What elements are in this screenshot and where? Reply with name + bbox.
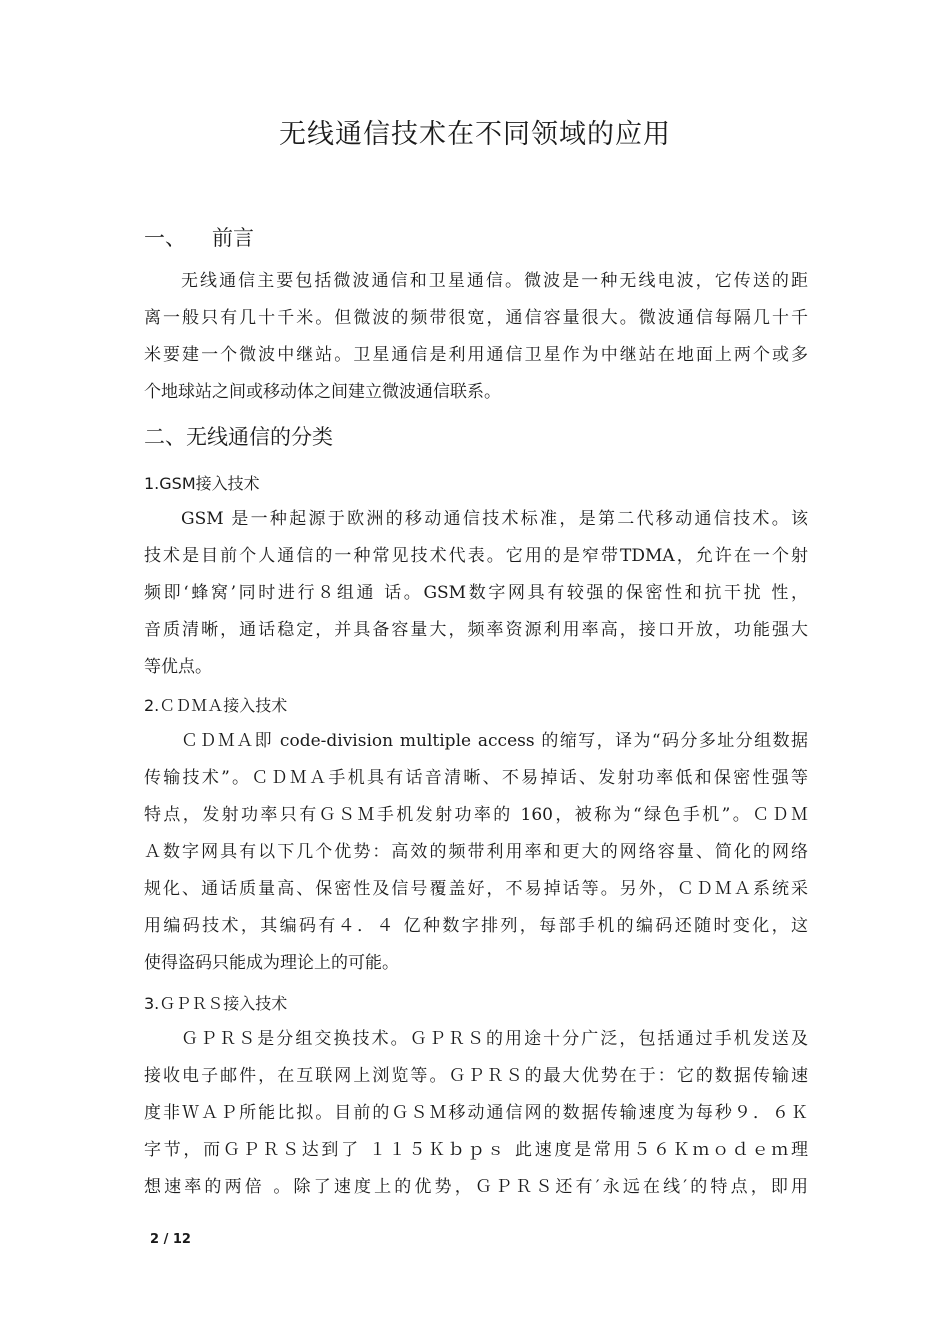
page-number: 2 / 12 (150, 1232, 191, 1247)
section-number: 一、 (144, 226, 186, 250)
paragraph-line: 接收电子邮件，在互联网上浏览等。ＧＰＲＳ的最大优势在于：它的数据传输速 (144, 1066, 808, 1086)
paragraph-line: ＣＤＭＡ即 code-division multiple access 的缩写，译为“码分多址分组数据 (181, 731, 808, 751)
paragraph-line: 特点，发射功率只有ＧＳＭ手机发射功率的 160，被称为“绿色手机”。ＣＤＭ (144, 805, 808, 825)
paragraph-line: 想速率的两倍 。除了速度上的优势，ＧＰＲＳ还有′永远在线′的特点，即用 (144, 1177, 808, 1197)
paragraph-gsm (144, 501, 808, 686)
paragraph-gprs (144, 1021, 808, 1206)
paragraph-line: 规化、通话质量高、保密性及信号覆盖好，不易掉话等。另外，ＣＤＭＡ系统采 (144, 879, 808, 899)
paragraph-line: 用编码技术，其编码有４．４ 亿种数字排列，每部手机的编码还随时变化，这 (144, 916, 808, 936)
paragraph-line: 音质清晰，通话稳定，并具备容量大，频率资源利用率高，接口开放，功能强大 (144, 620, 808, 640)
paragraph-line: Ａ数字网具有以下几个优势：高效的频带利用率和更大的网络容量、简化的网络 (144, 842, 808, 862)
paragraph-cdma (144, 723, 808, 982)
subsection-heading-gsm: 1.GSM接入技术 (144, 474, 260, 493)
paragraph-line: 离一般只有几十千米。但微波的频带很宽，通信容量很大。微波通信每隔几十千 (144, 308, 808, 328)
subsection-heading-cdma: 2.ＣＤＭＡ接入技术 (144, 696, 288, 715)
paragraph-line: 米要建一个微波中继站。卫星通信是利用通信卫星作为中继站在地面上两个或多 (144, 345, 808, 365)
paragraph-line: 使得盗码只能成为理论上的可能。 (144, 953, 399, 973)
paragraph-line: 字节，而ＧＰＲＳ达到了 １１５Ｋｂｐｓ 此速度是常用５６Ｋｍｏｄｅｍ理 (144, 1140, 808, 1160)
paragraph-line: 无线通信主要包括微波通信和卫星通信。微波是一种无线电波，它传送的距 (181, 271, 808, 291)
paragraph-line: 传输技术”。ＣＤＭＡ手机具有话音清晰、不易掉话、发射功率低和保密性强等 (144, 768, 808, 788)
subsection-heading-gprs: 3.ＧＰＲＳ接入技术 (144, 994, 288, 1013)
section-title: 前言 (212, 226, 254, 250)
section-heading-classification: 二、无线通信的分类 (144, 425, 333, 449)
paragraph-line: GSM 是一种起源于欧洲的移动通信技术标准，是第二代移动通信技术。该 (181, 509, 808, 529)
paragraph-preface (144, 263, 808, 411)
section-heading-preface (144, 222, 254, 252)
document-title: 无线通信技术在不同领域的应用 (279, 119, 671, 150)
paragraph-line: 等优点。 (144, 657, 212, 677)
paragraph-line: ＧＰＲＳ是分组交换技术。ＧＰＲＳ的用途十分广泛，包括通过手机发送及 (181, 1029, 808, 1049)
paragraph-line: 个地球站之间或移动体之间建立微波通信联系。 (144, 382, 501, 402)
paragraph-line: 频即‘蜂窝’同时进行８组通 话。GSM数字网具有较强的保密性和抗干扰 性， (144, 583, 808, 603)
paragraph-line: 技术是目前个人通信的一种常见技术代表。它用的是窄带TDMA，允许在一个射 (144, 546, 808, 566)
paragraph-line: 度非ＷＡＰ所能比拟。目前的ＧＳＭ移动通信网的数据传输速度为每秒９．６Ｋ (144, 1103, 808, 1123)
